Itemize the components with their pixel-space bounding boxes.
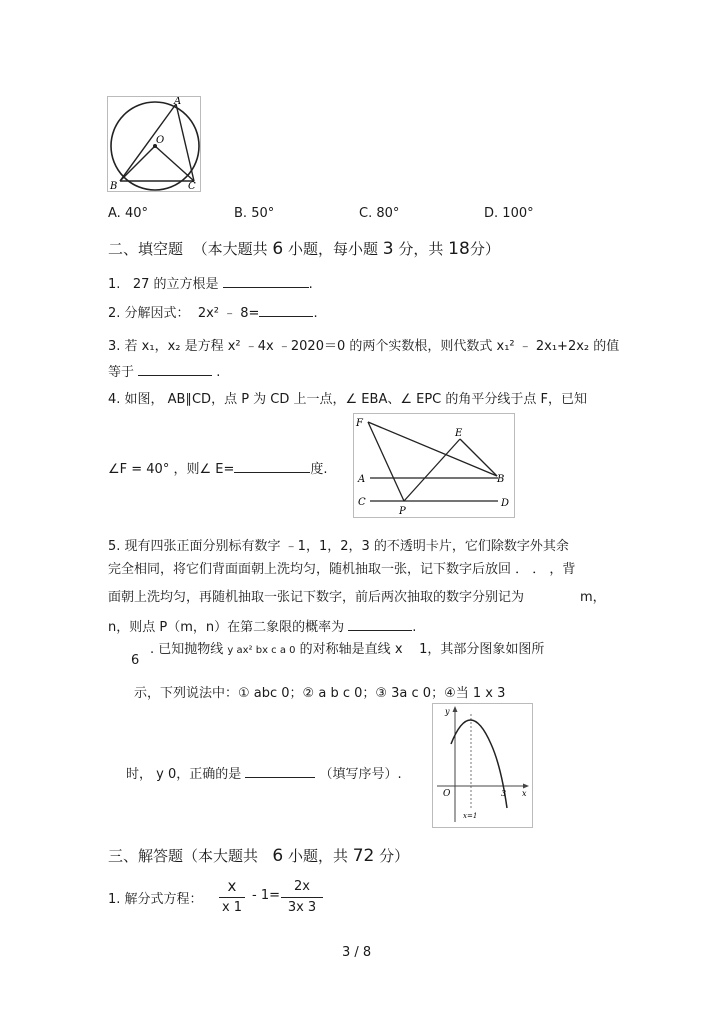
answer-blank-4[interactable] — [234, 460, 310, 473]
equation-middle: - 1= — [252, 888, 280, 903]
label-b2: B — [497, 474, 505, 485]
page-number: 3 / 8 — [342, 945, 372, 960]
label-a: A — [174, 97, 182, 107]
fraction-2-denominator: 3x 3 — [287, 900, 317, 915]
fraction-1 — [219, 878, 245, 916]
label-e: E — [455, 428, 463, 439]
label-a2: A — [358, 474, 366, 485]
fraction-2-numerator: 2x — [294, 879, 310, 894]
label-b: B — [110, 181, 118, 191]
answer-blank-2[interactable] — [259, 304, 313, 317]
fraction-2 — [281, 878, 323, 916]
graph-axis-label: x=1 — [463, 812, 478, 820]
parabola-figure — [432, 703, 533, 828]
question-5-line2: 完全相同，将它们背面面朝上洗均匀，随机抽取一张，记下数字后放回 ． ． ，背 — [108, 562, 576, 577]
graph-y-label: y — [445, 707, 450, 716]
fraction-1-bar — [219, 897, 245, 898]
s3-question-1: 1. 解分式方程： — [108, 892, 203, 907]
section2-heading: 二、填空题 （本大题共 6 小题，每小题 3 分，共 18分） — [108, 239, 500, 259]
label-o: O — [156, 135, 165, 146]
parallel-lines-figure — [353, 413, 515, 518]
label-d2: D — [501, 498, 510, 509]
question-5-line4: n，则点 P（m，n）在第二象限的概率为 . — [108, 620, 417, 635]
fraction-2-bar — [281, 897, 323, 898]
question-5-m: m， — [580, 590, 606, 605]
graph-x-label: x — [522, 789, 527, 798]
question-4-line1: 4. 如图， AB∥CD，点 P 为 CD 上一点，∠ EBA、∠ EPC 的角平分线于点 F，已知 — [108, 392, 587, 407]
graph-origin-label: O — [443, 789, 451, 799]
parabola-graph — [433, 704, 532, 827]
answer-blank-3[interactable] — [138, 363, 212, 376]
question-2: 2. 分解因式： 2x² ﹣ 8= . — [108, 306, 318, 321]
question-6-line3: 时， y 0，正确的是 （填写序号）. — [126, 767, 402, 782]
option-d: D. 100° — [484, 206, 534, 221]
option-a: A. 40° — [108, 206, 148, 221]
question-5-line3: 面朝上洗均匀，再随机抽取一张记下数字，前后两次抽取的数字分别记为 — [108, 590, 525, 605]
question-3-line1: 3. 若 x₁，x₂ 是方程 x² ﹣4x ﹣2020＝0 的两个实数根，则代数式 x₁² ﹣ 2x₁+2x₂ 的值 — [108, 339, 620, 354]
option-b: B. 50° — [234, 206, 275, 221]
label-f: F — [356, 418, 363, 429]
question-1: 1. 27 的立方根是 . — [108, 277, 313, 292]
answer-blank-1[interactable] — [223, 275, 309, 288]
section3-heading: 三、解答题（本大题共 6 小题，共 72 分） — [108, 846, 410, 866]
option-c: C. 80° — [359, 206, 400, 221]
question-6-line1: . 已知抛物线 y ax² bx c a 0 的对称轴是直线 x 1，其部分图象如图所 — [150, 642, 545, 657]
fraction-1-denominator: x 1 — [221, 900, 243, 915]
question-3-line2: 等于 . — [108, 365, 221, 380]
fraction-1-numerator: x — [227, 877, 237, 895]
answer-blank-5[interactable] — [348, 618, 412, 631]
circle-diagram — [108, 97, 200, 191]
question-6-number: 6 — [131, 653, 140, 668]
question-4-line2: ∠F = 40° ，则∠ E= 度. — [108, 462, 328, 477]
label-p: P — [399, 506, 406, 517]
graph-three-label: 3 — [501, 789, 507, 798]
label-c2: C — [358, 497, 366, 508]
circle-figure — [107, 96, 201, 192]
parallel-lines-diagram — [354, 414, 514, 517]
question-5-line1: 5. 现有四张正面分别标有数字 ﹣1，1，2，3 的不透明卡片，它们除数字外其余 — [108, 539, 569, 554]
label-c: C — [188, 181, 196, 191]
answer-blank-6[interactable] — [245, 765, 315, 778]
question-6-line2: 示，下列说法中：① abc 0；② a b c 0；③ 3a c 0；④当 1 x 3 — [134, 686, 506, 701]
